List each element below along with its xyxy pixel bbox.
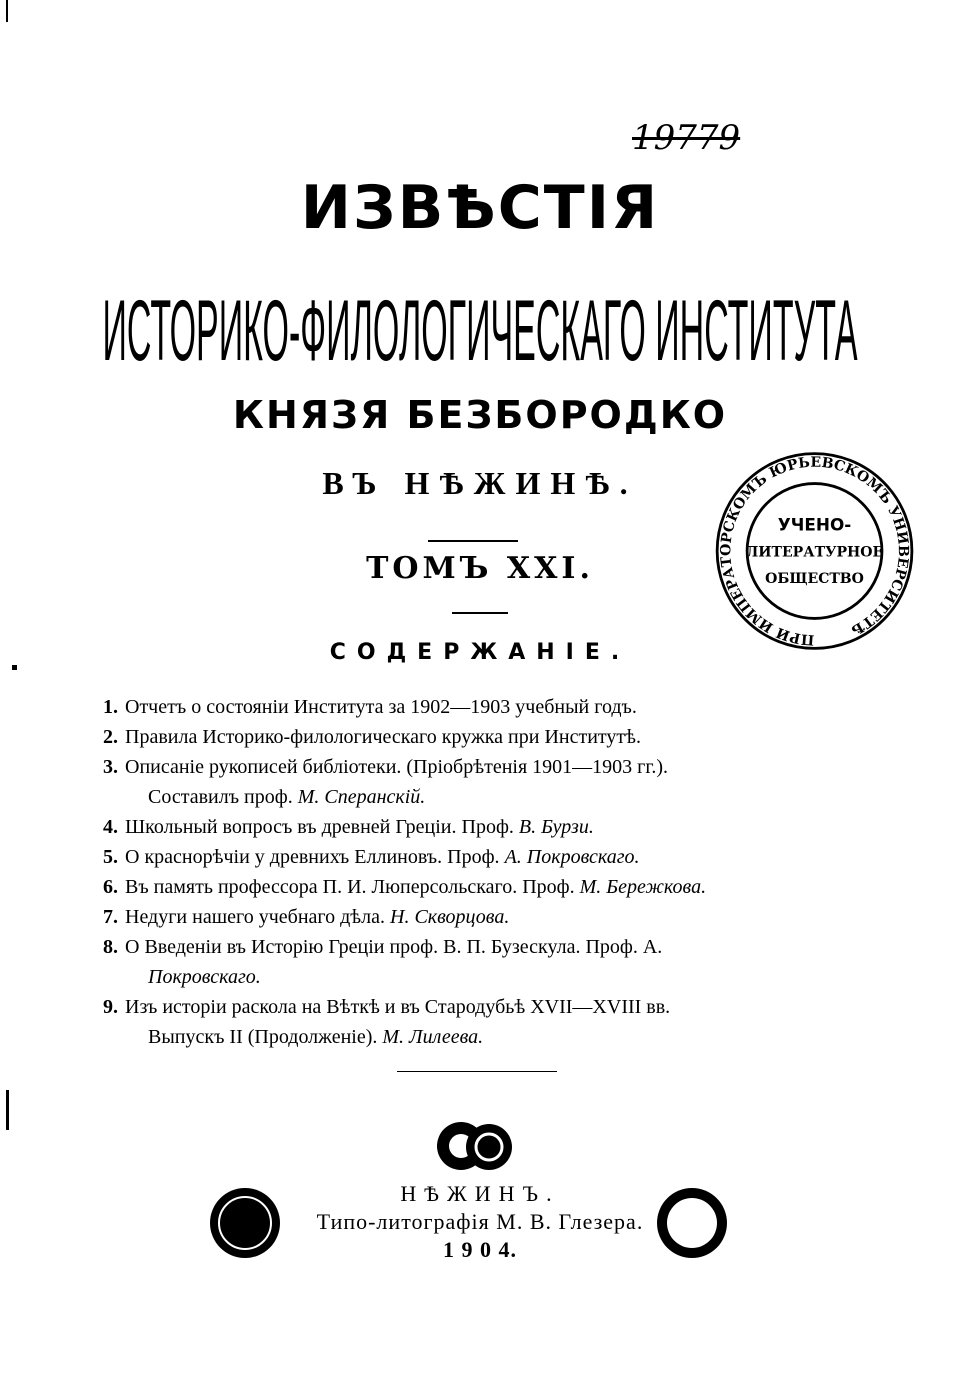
table-of-contents [103, 692, 873, 1052]
item-number: 5. [103, 846, 118, 868]
item-number: 2. [103, 726, 118, 748]
item-number: 1. [103, 696, 118, 718]
list-item [103, 812, 873, 842]
item-text: Недуги нашего учебнаго дѣла. [125, 906, 385, 928]
item-text: Отчетъ о состояніи Института за 1902—1903 учебный годъ. [125, 696, 637, 718]
stamp-center-line3: ОБЩЕСТВО [765, 570, 864, 587]
list-item [103, 902, 873, 932]
item-title [125, 812, 873, 842]
title-line-2: ИСТОРИКО-ФИЛОЛОГИЧЕСКАГО ИНСТИТУТА [102, 283, 858, 372]
item-author: В. Бурзи. [518, 816, 594, 838]
divider [428, 540, 518, 542]
printer-emblem-icon [435, 1120, 515, 1172]
item-author: Н. Скворцова. [390, 906, 510, 928]
scan-speck [12, 665, 17, 670]
list-item [103, 992, 873, 1022]
imprint-city: НѢЖИНЪ. [400, 1181, 560, 1206]
imprint [0, 1180, 960, 1264]
item-cont-author: М. Сперанскій. [297, 786, 426, 808]
item-number: 4. [103, 816, 118, 838]
scan-speck [6, 1090, 9, 1130]
library-stamp [700, 448, 930, 654]
item-number: 8. [103, 936, 118, 958]
item-text: Въ память профессора П. И. Люперсольскаго. Проф. [125, 876, 575, 898]
item-cont-text: Выпускъ II (Продолженіе). [148, 1026, 378, 1048]
imprint-year: 1 9 0 4. [443, 1237, 517, 1262]
item-author: М. Бережкова. [579, 876, 707, 898]
item-text: Изъ исторіи раскола на Вѣткѣ и въ Стародубьѣ XVII—XVIII вв. [125, 996, 671, 1018]
list-item [103, 842, 873, 872]
list-item [103, 932, 873, 962]
divider [452, 612, 508, 614]
item-text: Правила Историко-филологическаго кружка при Институтѣ. [125, 726, 642, 748]
contents-heading: СОДЕРЖАНІЕ. [329, 640, 631, 665]
item-text: О краснорѣчіи у древнихъ Еллиновъ. Проф. [125, 846, 500, 868]
item-title [125, 692, 873, 722]
list-item-continuation [103, 782, 873, 812]
title-line-3: КНЯЗЯ БЕЗБОРОДКО [232, 393, 728, 437]
divider [397, 1071, 557, 1072]
title-line-4: ВЪ НѢЖИНѢ. [322, 465, 638, 501]
item-title [125, 722, 873, 752]
handwritten-inventory-number: 19779 [632, 118, 741, 158]
item-title [125, 752, 873, 782]
list-item [103, 722, 873, 752]
title-line-1: ИЗВѢСТІЯ [300, 173, 660, 243]
item-title [125, 932, 873, 962]
list-item-continuation [103, 962, 873, 992]
stamp-ring-text: ПРИ ИМПЕРАТОРСКОМЪ ЮРЬЕВСКОМЪ УНИВЕРСИТЕТѢ [718, 454, 911, 648]
stamp-center-line1: УЧЕНО- [777, 514, 852, 535]
volume-label: ТОМЪ XXI. [366, 551, 594, 586]
item-cont-author: Покровскаго. [148, 966, 261, 988]
list-item [103, 752, 873, 782]
item-text: Описаніе рукописей библіотеки. (Пріобрѣтенія 1901—1903 гг.). [125, 756, 668, 778]
item-continuation [148, 1022, 873, 1052]
item-number: 9. [103, 996, 118, 1018]
item-text: О Введеніи въ Исторію Греціи проф. В. П. Бузескула. Проф. А. [125, 936, 663, 958]
item-continuation [148, 962, 873, 992]
item-number: 7. [103, 906, 118, 928]
item-title [125, 872, 873, 902]
item-cont-text: Составилъ проф. [148, 786, 293, 808]
item-cont-author: М. Лилеева. [382, 1026, 484, 1048]
item-title [125, 842, 873, 872]
list-item [103, 692, 873, 722]
scan-speck [6, 0, 8, 22]
item-title [125, 902, 873, 932]
item-number: 3. [103, 756, 118, 778]
stamp-center-line2: ЛИТЕРАТУРНОЕ [745, 544, 884, 561]
list-item-continuation [103, 1022, 873, 1052]
title-line-2-wrap [0, 282, 960, 372]
item-number: 6. [103, 876, 118, 898]
imprint-printer: Типо-литографія М. В. Глезера. [316, 1209, 644, 1234]
item-continuation [148, 782, 873, 812]
item-title [125, 992, 873, 1022]
list-item [103, 872, 873, 902]
item-text: Школьный вопросъ въ древней Греціи. Проф. [125, 816, 514, 838]
item-author: А. Покровскаго. [504, 846, 640, 868]
